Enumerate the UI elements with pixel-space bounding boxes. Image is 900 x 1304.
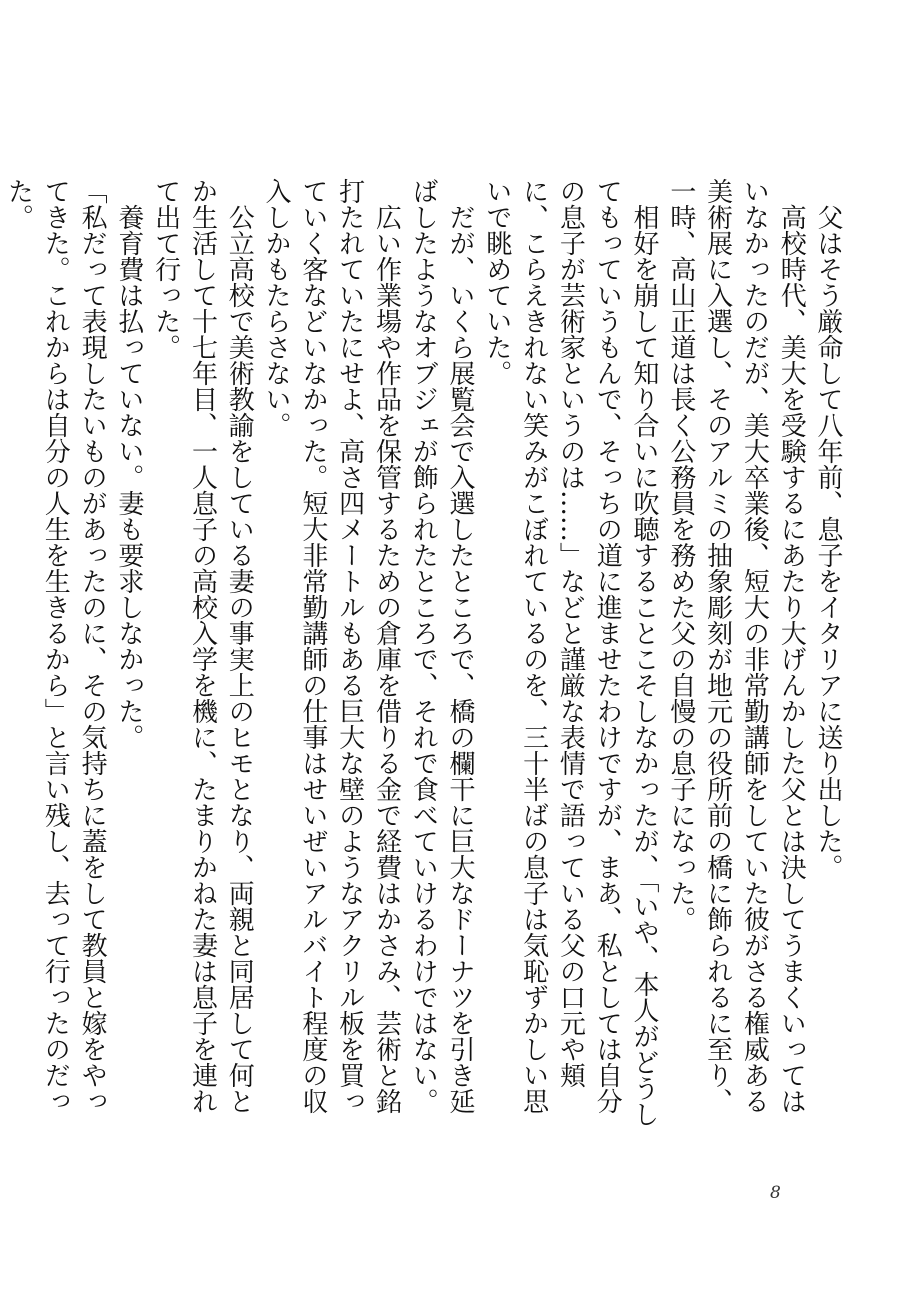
vertical-text-body — [0, 178, 846, 1128]
paragraph: 養育費は払っていない。妻も要求しなかった。 — [113, 178, 144, 750]
paragraph: 公立高校で美術教諭をしている妻の事実上のヒモとなり、両親と同居して何とか生活して十七年目、一人息子の高校入学を機に、たまりかねた妻は息子を連れて出て行った。 — [150, 178, 255, 1114]
paragraph: 父はそう厳命して八年前、息子をイタリアに送り出した。 — [813, 178, 843, 880]
paragraph: だが、いくら展覧会で入選したところで、橋の欄干に巨大なドーナツを引き延ばしたようなオブジェが飾られたところで、それで食べていけるわけではない。 — [408, 178, 476, 1114]
page-number: 8 — [770, 1183, 781, 1203]
paragraph: 広い作業場や作品を保管するための倉庫を借りる金で経費はかさみ、芸術と銘打たれていたにせよ、高さ四メートルもある巨大な壁のようなアクリル板を買っていく客などいなかった。短大非常勤講師の仕事はせいぜいアルバイト程度の収入しかもたらさない。 — [261, 178, 402, 1114]
paragraph: 高校時代、美大を受験するにあたり大げんかした父とは決してうまくいってはいなかったのだが、美大卒業後、短大の非常勤講師をしていた彼がさる権威ある美術展に入選し、そのアルミの抽象彫刻が地元の役所前の橋に飾られるに至り、一時、高山正道は長く公務員を務めた父の自慢の息子になった。 — [665, 178, 807, 1114]
paragraph: 相好を崩して知り合いに吹聴することこそしなかったが、「いや、本人がどうしてもっていうもんで、そっちの道に進ませたわけですが、まあ、私としては自分の息子が芸術家というのは……」などと謹厳な表情で語っている父の口元や頬に、こらえきれない笑みがこぼれているのを、三十半ばの息子は気恥ずかしい思いで眺めていた。 — [481, 178, 660, 1127]
paragraph: 「私だって表現したいものがあったのに、その気持ちに蓋をして教員と嫁をやってきた。これからは自分の人生を生きるから」と言い残し、去って行ったのだった。 — [3, 178, 108, 1114]
